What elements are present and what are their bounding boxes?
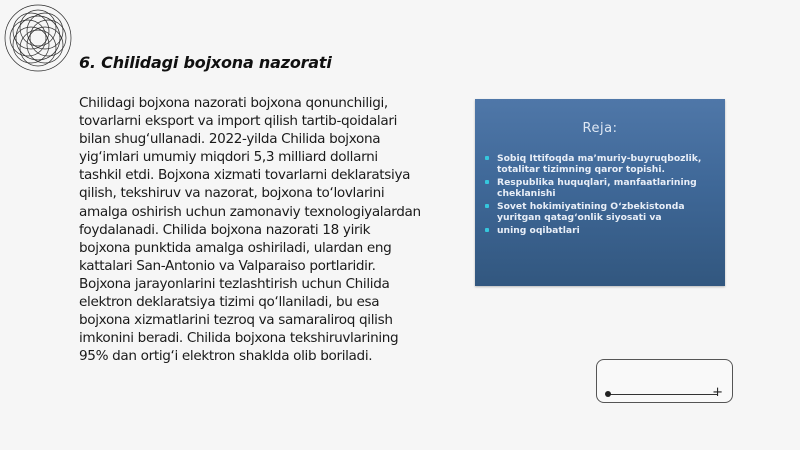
reja-item-text: Sobiq Ittifoqda ma’muriy-buyruqbozlik, totalitar tizimning qaror topishi.: [497, 153, 702, 175]
plus-icon[interactable]: +: [712, 385, 723, 400]
slider-track[interactable]: [609, 394, 718, 395]
bullet-icon: [485, 228, 489, 232]
reja-item-text: uning oqibatlari: [497, 225, 580, 236]
rosette-ornament-icon: [0, 0, 80, 80]
reja-item: [485, 153, 721, 175]
slider-handle[interactable]: [605, 391, 611, 397]
reja-item: [485, 225, 721, 236]
bullet-icon: [485, 204, 489, 208]
bullet-icon: [485, 180, 489, 184]
reja-item: [485, 177, 721, 199]
reja-title: Reja:: [582, 121, 618, 136]
reja-item-text: Respublika huquqlari, manfaatlarining cheklanishi: [497, 177, 697, 199]
reja-card: [475, 99, 725, 286]
slide-title: 6. Chilidagi bojxona nazorati: [79, 53, 332, 72]
slider-widget[interactable]: [596, 359, 733, 403]
reja-item-text: Sovet hokimiyatining O‘zbekistonda yuritgan qatag‘onlik siyosati va: [497, 201, 685, 223]
reja-list: [485, 153, 721, 238]
slide-body-text: Chilidagi bojxona nazorati bojxona qonunchiligi, tovarlarni eksport va import qilish tartib-qoidalari bilan shug‘ullanadi. 2022-yilda Chilida bojxona yig‘imlari umumiy miqdori 5,3 milliard dollarni tashkil etdi. Bojxona xizmati tovarlarni deklaratsiya qilish, tekshiruv va nazorat, bojxona to‘lovlarini amalga oshirish uchun zamonaviy texnologiyalardan foydalanadi. Chilida bojxona nazorati 18 yirik bojxona punktida amalga oshiriladi, ulardan eng kattalari San-Antonio va Valparaiso portlaridir. Bojxona jarayonlarini tezlashtirish uchun Chilida elektron deklaratsiya tizimi qo‘llaniladi, bu esa bojxona xizmatlarini tezroq va samaraliroq qilish imkonini beradi. Chilida bojxona tekshiruvlarining 95% dan ortig‘i elektron shaklda olib boriladi.: [79, 95, 421, 365]
reja-item: [485, 201, 721, 223]
bullet-icon: [485, 156, 489, 160]
